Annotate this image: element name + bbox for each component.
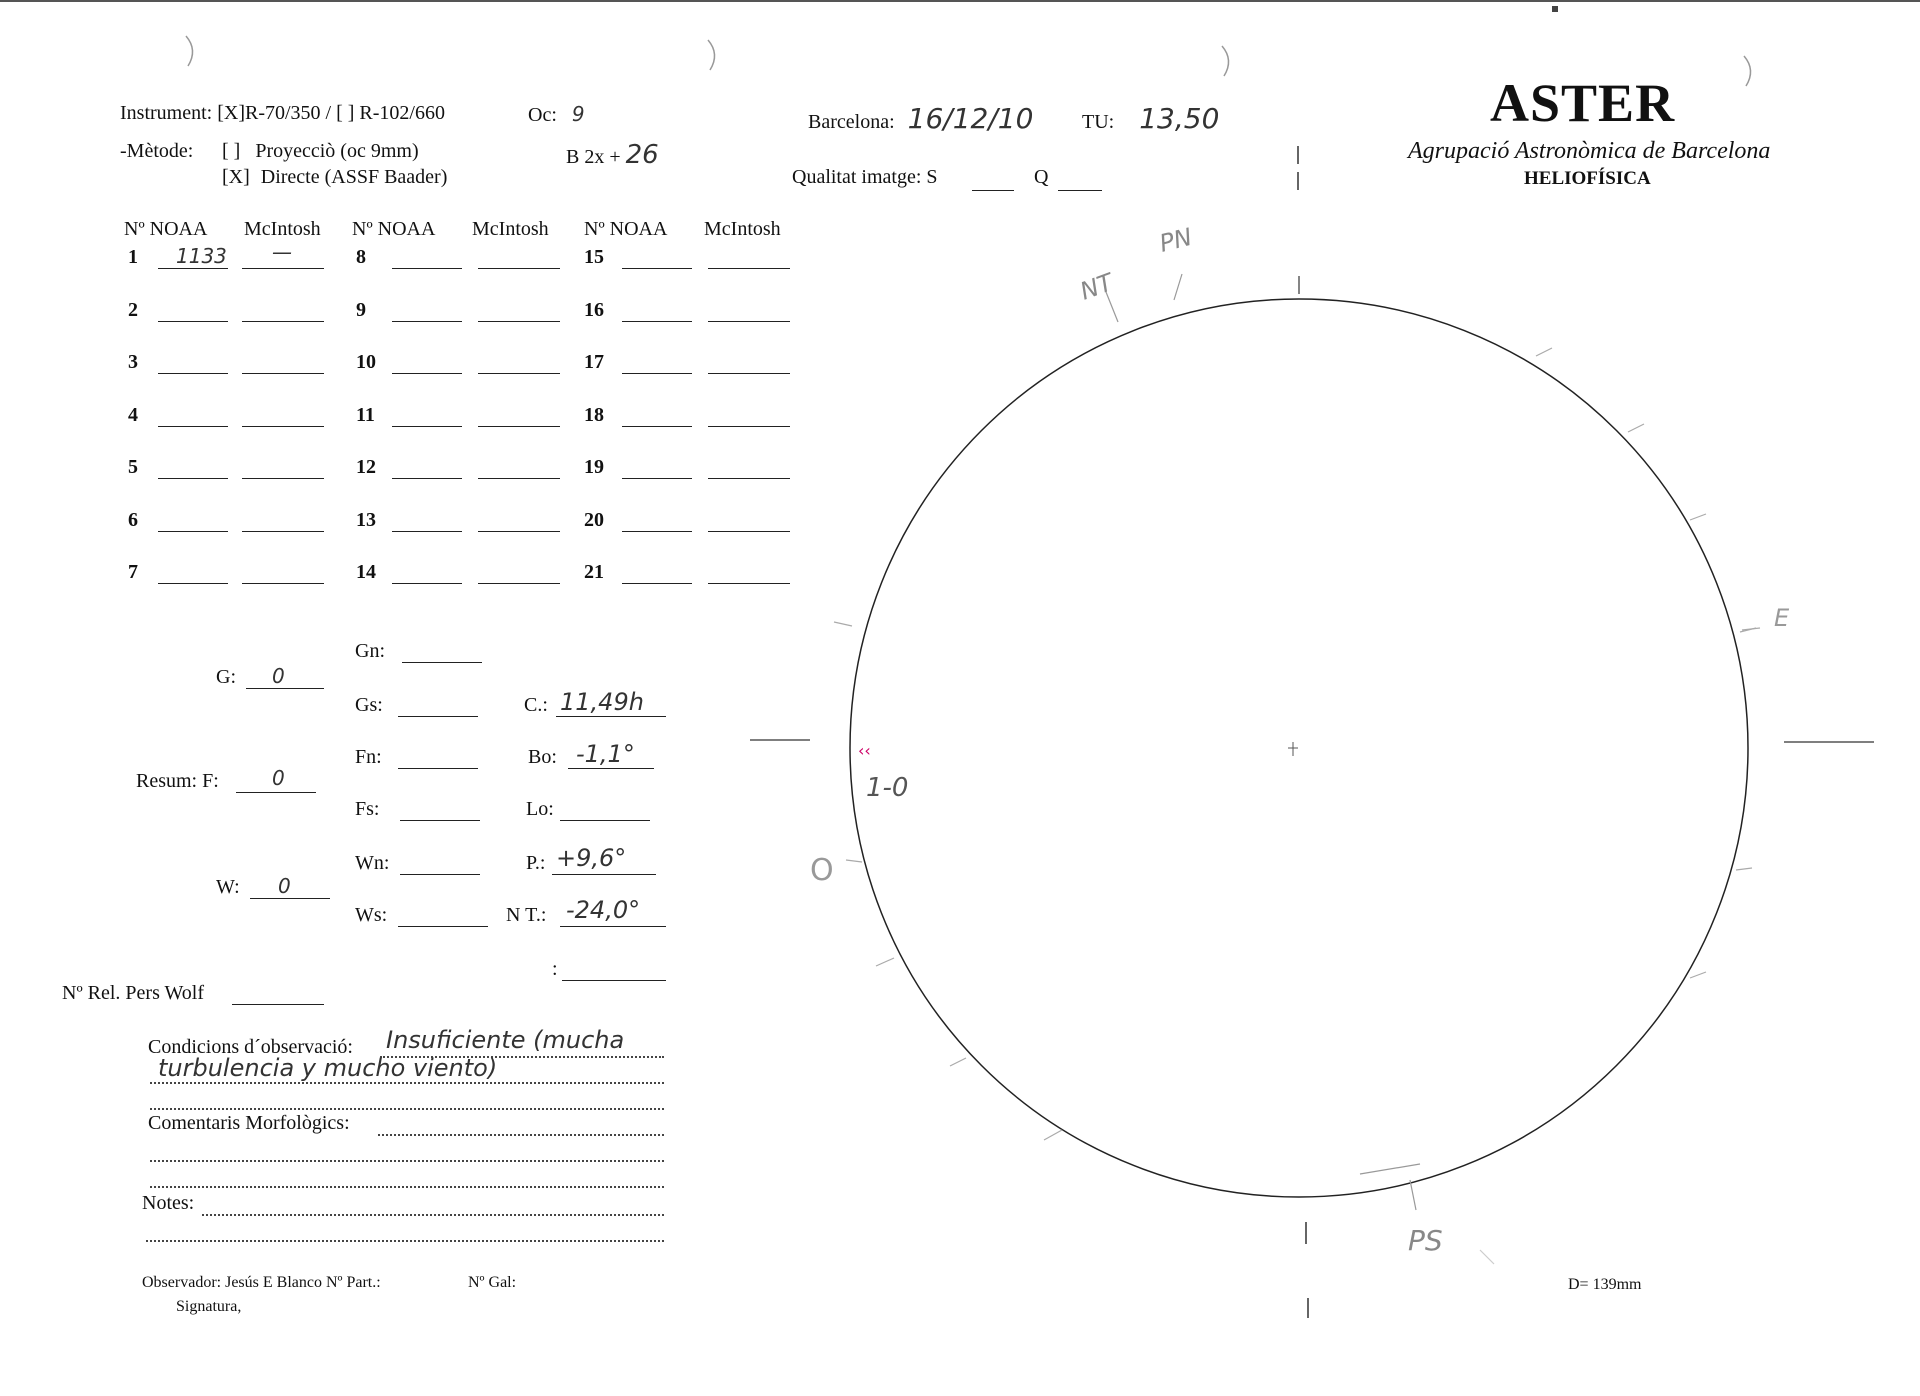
limb-tick [1736,868,1752,870]
nt-value[interactable]: -24,0° [566,896,641,924]
instrument-option-1: R-70/350 / [ ] R-102/660 [244,102,445,124]
metode-label: -Mètode: [120,140,194,162]
g-label: G: [216,666,236,688]
row-number: 8 [356,246,366,268]
bo-value[interactable]: -1,1° [576,740,635,768]
p-label: P.: [526,852,546,874]
oc-value[interactable]: 9 [571,102,585,126]
diameter-label: D= 139mm [1568,1276,1642,1293]
metode-check-1[interactable]: [ ] [222,140,241,162]
conditions-value-1[interactable]: Insuficiente (mucha [386,1026,625,1054]
row-number: 21 [584,561,604,583]
row-number: 6 [128,508,138,531]
group-marker: ‹‹ [858,741,871,760]
noaa-value[interactable]: 1133 [176,244,227,268]
limb-tick [846,860,862,862]
binder-hole-2 [708,40,715,70]
row-number: 2 [128,298,138,321]
row-number: 7 [128,561,138,583]
b-label: B 2x + [566,146,621,168]
tu-value[interactable]: 13,50 [1139,102,1220,135]
limb-tick [834,622,852,626]
notes-label: Notes: [142,1192,195,1214]
binder-hole-1 [186,36,193,66]
c-value[interactable]: 11,49h [560,688,644,716]
col-header-noaa: Nº NOAA [124,218,208,240]
row-number: 1 [128,246,138,268]
col-header-noaa: Nº NOAA [584,218,668,240]
date-value[interactable]: 16/12/10 [907,102,1034,135]
label-ps: PS [1408,1224,1443,1257]
row-number: 15 [584,246,604,268]
w-value[interactable]: 0 [278,874,291,898]
col-header-mcintosh: McIntosh [704,218,781,240]
brand-section: HELIOFÍSICA [1524,168,1651,189]
bo-label: Bo: [528,746,557,768]
row-number: 4 [128,403,138,426]
nt-label: N T.: [506,904,547,926]
f-value[interactable]: 0 [272,766,285,790]
instrument-check-1[interactable]: [X] [217,102,245,124]
oc-label: Oc: [528,104,557,126]
observer-text: Observador: Jesús E Blanco Nº Part.: [142,1274,381,1291]
gs-label: Gs: [355,694,383,716]
label-e: E [1774,604,1790,632]
limb-tick [1044,1130,1062,1140]
b-value[interactable]: 26 [625,140,659,170]
row-number: 12 [356,456,376,478]
limb-tick [1628,424,1644,432]
binder-hole-3 [1222,46,1229,76]
solar-disk[interactable] [850,299,1748,1197]
metode-option-2-label: Directe (ASSF Baader) [260,166,448,188]
conditions-label: Condicions d´observació: [148,1036,353,1058]
qualitat-label: Qualitat imatge: S [792,166,938,188]
north-pole-line [1174,274,1182,300]
row-number: 3 [128,351,138,373]
south-pole-line-2 [1410,1180,1416,1210]
row-number: 18 [584,403,604,426]
south-pole-line [1360,1164,1420,1174]
q-label: Q [1034,166,1049,188]
row-number: 17 [584,351,604,373]
gal-label: Nº Gal: [468,1274,517,1291]
row-number: 5 [128,456,138,478]
row-number: 16 [584,298,604,321]
col-header-mcintosh: McIntosh [472,218,549,240]
limb-tick [1690,972,1706,978]
fn-label: Fn: [355,746,382,768]
wolf-label: Nº Rel. Pers Wolf [62,982,204,1004]
brand-title: ASTER [1490,73,1676,133]
g-value[interactable]: 0 [272,664,285,688]
mcintosh-value[interactable]: — [272,240,292,264]
ws-label: Ws: [355,904,388,926]
scan-speck [1552,6,1558,12]
label-pn: PN [1156,222,1195,258]
fs-label: Fs: [355,798,380,820]
brand-subtitle: Agrupació Astronòmica de Barcelona [1408,138,1771,164]
wn-label: Wn: [355,852,390,874]
row-number: 9 [356,298,366,321]
limb-tick [950,1058,966,1066]
limb-tick [1480,1250,1494,1264]
p-value[interactable]: +9,6° [556,844,627,872]
conditions-value-2[interactable]: turbulencia y mucho viento) [158,1054,498,1082]
tu-label: TU: [1082,111,1115,133]
row-number: 10 [356,351,376,373]
signatura-label: Signatura, [176,1298,242,1315]
gn-label: Gn: [355,640,385,662]
label-o: O [810,853,834,888]
row-number: 20 [584,508,604,531]
metode-check-2[interactable]: [X] [222,166,250,188]
c-label: C.: [524,694,548,716]
instrument-label: Instrument: [120,102,213,124]
row-number: 13 [356,508,376,531]
binder-hole-4 [1744,56,1751,86]
limb-tick [1536,348,1552,356]
row-number: 14 [356,561,376,583]
metode-option-1-label: Proyecciò (oc 9mm) [255,140,419,162]
label-group: 1-0 [866,773,909,803]
limb-tick [1690,514,1706,520]
limb-tick [876,958,894,966]
resum-label: Resum: F: [136,770,219,792]
extra-colon-label: : [552,958,558,980]
col-header-mcintosh: McIntosh [244,218,321,240]
barcelona-label: Barcelona: [808,111,895,133]
row-number: 11 [356,403,375,426]
col-header-noaa: Nº NOAA [352,218,436,240]
comentaris-label: Comentaris Morfològics: [148,1112,350,1134]
w-label: W: [216,876,240,898]
row-number: 19 [584,456,604,478]
lo-label: Lo: [526,798,554,820]
label-nt: NT [1076,268,1117,306]
